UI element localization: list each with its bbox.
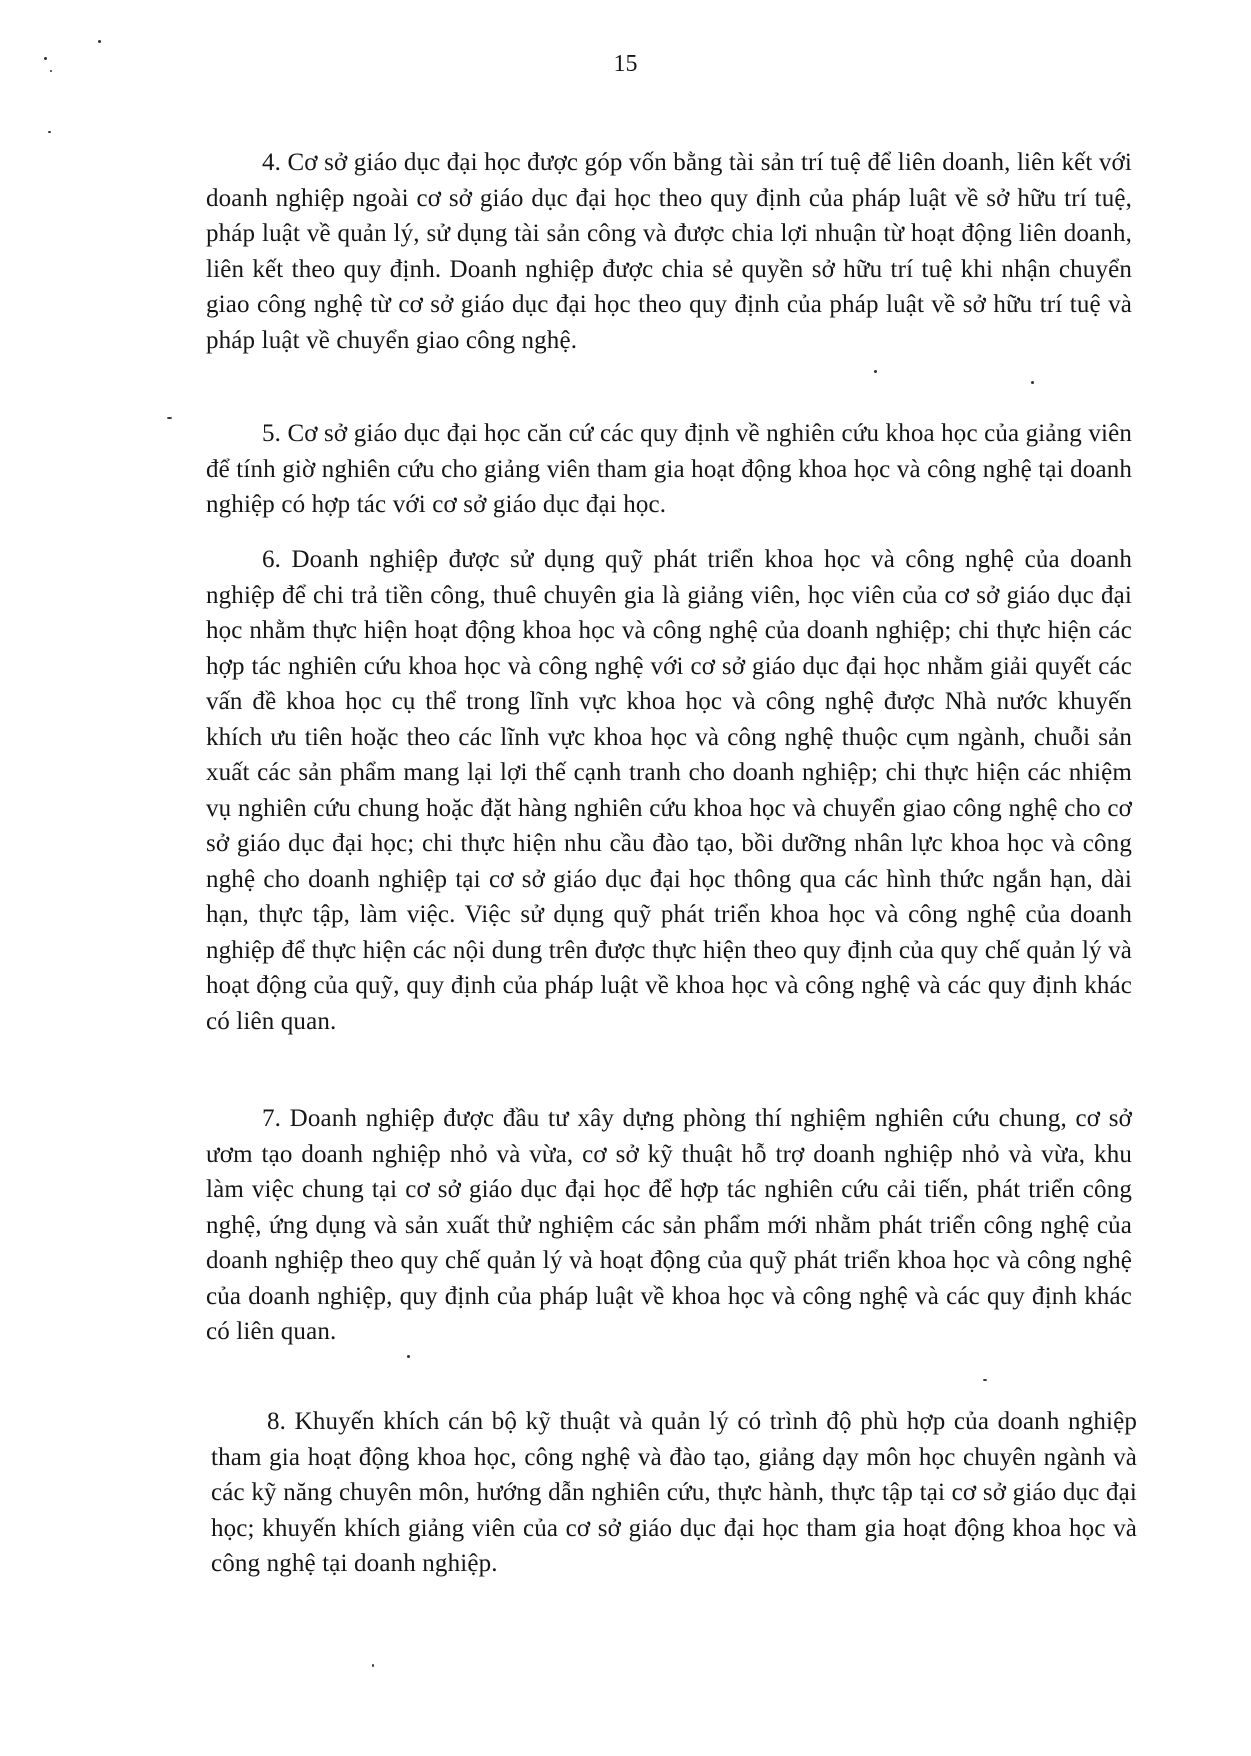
scan-speck: [983, 1379, 987, 1381]
scan-speck: [167, 417, 172, 419]
paragraph-text: 6. Doanh nghiệp được sử dụng quỹ phát triển khoa học và công nghệ của doanh nghiệp để chi trả tiền công, thuê chuyên gia là giảng viên, học viên của cơ sở giáo dục đại học nhằm thực hiện hoạt động khoa học và công nghệ của doanh nghiệp; chi thực hiện các hợp tác nghiên cứu khoa học và công nghệ với cơ sở giáo dục đại học nhằm giải quyết các vấn đề khoa học cụ thể trong lĩnh vực khoa học và công nghệ được Nhà nước khuyến khích ưu tiên hoặc theo các lĩnh vực khoa học và công nghệ thuộc cụm ngành, chuỗi sản xuất các sản phẩm mang lại lợi thế cạnh tranh cho doanh nghiệp; chi thực hiện các nhiệm vụ nghiên cứu chung hoặc đặt hàng nghiên cứu khoa học và chuyển giao công nghệ cho cơ sở giáo dục đại học; chi thực hiện nhu cầu đào tạo, bồi dưỡng nhân lực khoa học và công nghệ cho doanh nghiệp tại cơ sở giáo dục đại học thông qua các hình thức ngắn hạn, dài hạn, thực tập, làm việc. Việc sử dụng quỹ phát triển khoa học và công nghệ của doanh nghiệp để thực hiện các nội dung trên được thực hiện theo quy định của quy chế quản lý và hoạt động của quỹ, quy định của pháp luật về khoa học và công nghệ và các quy định khác có liên quan.: [206, 546, 1132, 1035]
paragraph-text: 4. Cơ sở giáo dục đại học được góp vốn bằng tài sản trí tuệ để liên doanh, liên kết với doanh nghiệp ngoài cơ sở giáo dục đại học theo quy định của pháp luật về sở hữu trí tuệ, pháp luật về quản lý, sử dụng tài sản công và được chia lợi nhuận từ hoạt động liên doanh, liên kết theo quy định. Doanh nghiệp được chia sẻ quyền sở hữu trí tuệ khi nhận chuyển giao công nghệ từ cơ sở giáo dục đại học theo quy định của pháp luật về sở hữu trí tuệ và pháp luật về chuyển giao công nghệ.: [206, 149, 1132, 354]
scan-speck: [372, 1664, 374, 1667]
page-number: 15: [613, 51, 638, 77]
paragraph-clause-7: [206, 1101, 1132, 1350]
scan-speck: [407, 1355, 410, 1358]
paragraph-text: 8. Khuyến khích cán bộ kỹ thuật và quản lý có trình độ phù hợp của doanh nghiệp tham gia hoạt động khoa học, công nghệ và đào tạo, giảng dạy môn học chuyên ngành và các kỹ năng chuyên môn, hướng dẫn nghiên cứu, thực hành, thực tập tại cơ sở giáo dục đại học; khuyến khích giảng viên của cơ sở giáo dục đại học tham gia hoạt động khoa học và công nghệ tại doanh nghiệp.: [211, 1408, 1137, 1577]
scan-speck: [44, 57, 47, 60]
scan-speck: [98, 40, 101, 43]
paragraph-clause-4: [206, 145, 1132, 358]
paragraph-text: 7. Doanh nghiệp được đầu tư xây dựng phòng thí nghiệm nghiên cứu chung, cơ sở ươm tạo doanh nghiệp nhỏ và vừa, cơ sở kỹ thuật hỗ trợ doanh nghiệp nhỏ và vừa, khu làm việc chung tại cơ sở giáo dục đại học để hợp tác nghiên cứu cải tiến, phát triển công nghệ, ứng dụng và sản xuất thử nghiệm các sản phẩm mới nhằm phát triển công nghệ của doanh nghiệp theo quy chế quản lý và hoạt động của quỹ phát triển khoa học và công nghệ của doanh nghiệp, quy định của pháp luật về khoa học và công nghệ và các quy định khác có liên quan.: [206, 1105, 1132, 1345]
scan-speck: [1031, 381, 1034, 384]
paragraph-clause-6: [206, 542, 1132, 1039]
scan-speck: [874, 370, 877, 373]
scan-speck: [48, 131, 51, 133]
paragraph-text: 5. Cơ sở giáo dục đại học căn cứ các quy định về nghiên cứu khoa học của giảng viên để tính giờ nghiên cứu cho giảng viên tham gia hoạt động khoa học và công nghệ tại doanh nghiệp có hợp tác với cơ sở giáo dục đại học.: [206, 420, 1132, 518]
paragraph-clause-8: [211, 1404, 1137, 1582]
paragraph-clause-5: [206, 416, 1132, 523]
scan-speck: [50, 70, 52, 72]
